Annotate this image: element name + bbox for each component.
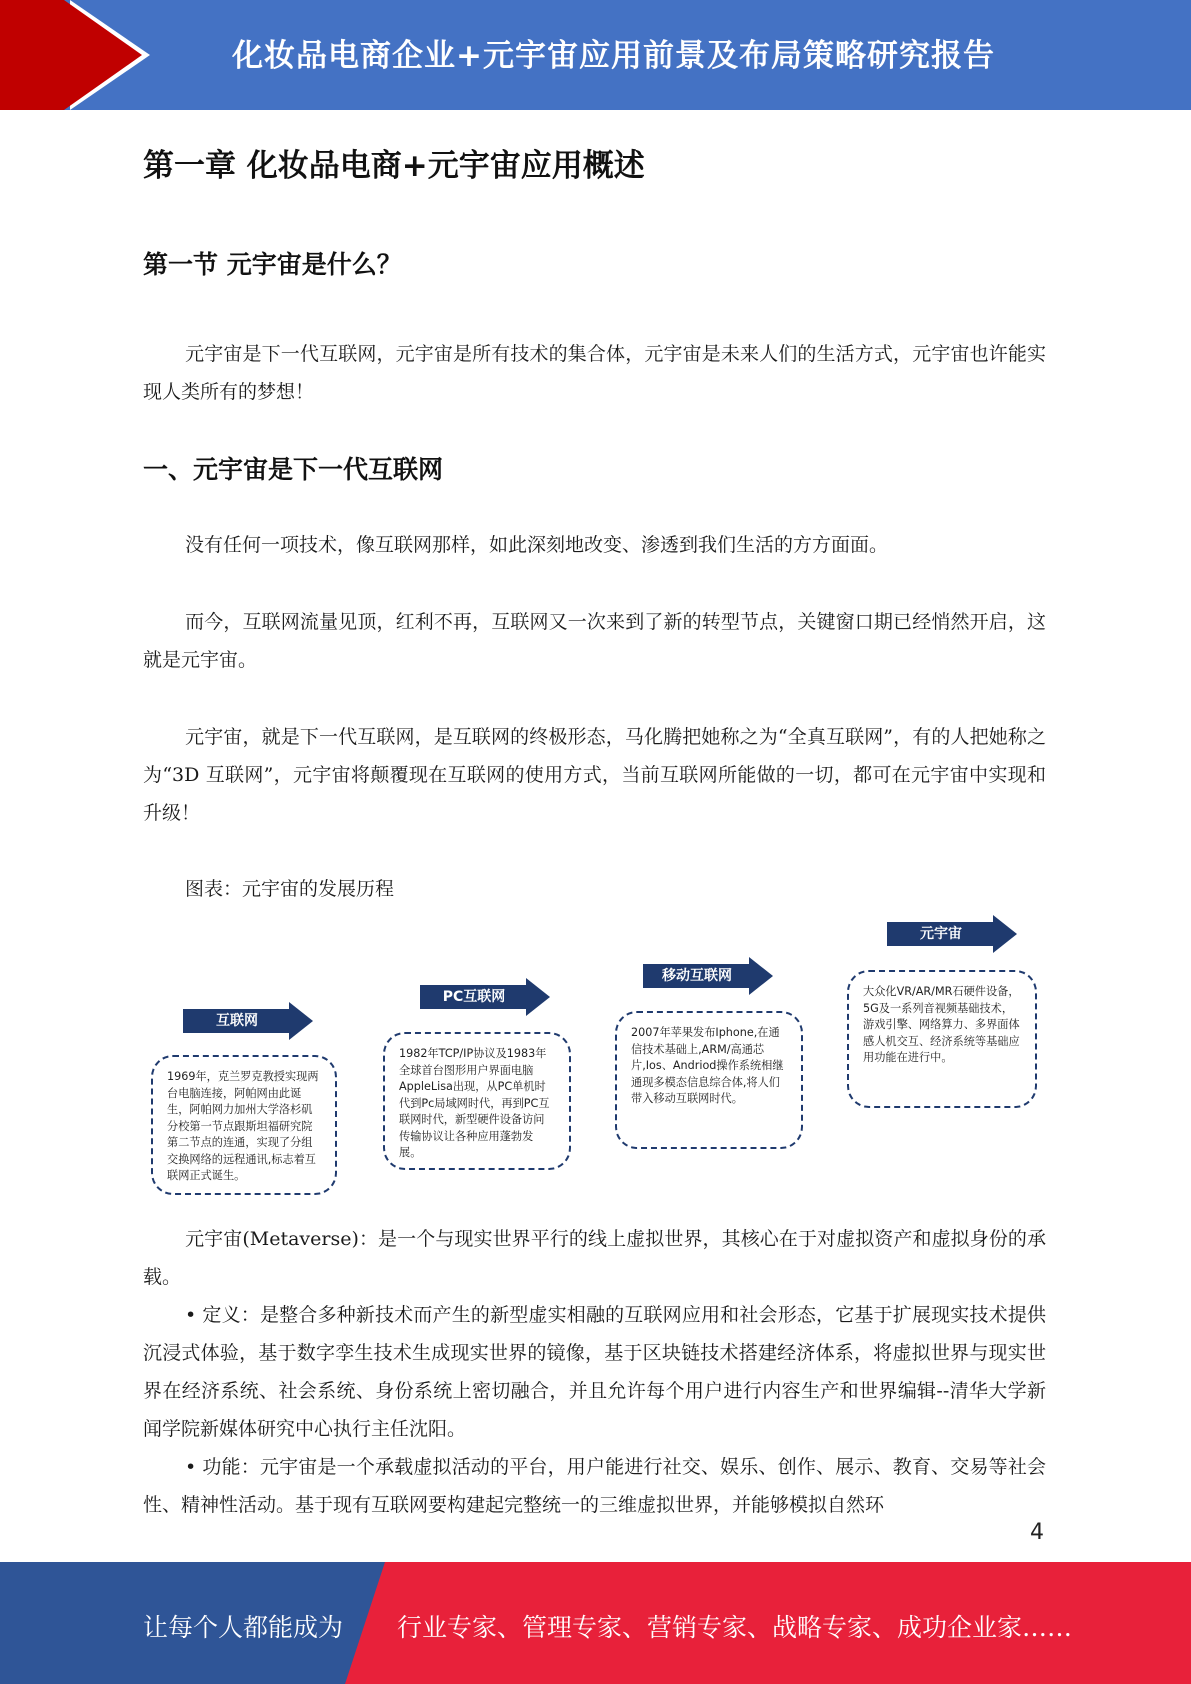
paragraph [143, 1220, 1046, 1296]
chapter-title: 第一章 化妆品电商+元宇宙应用概述 [143, 148, 645, 184]
stage-description-box: 大众化VR/AR/MR石硬件设备，5G及一系列音视频基础技术，游戏引擎、网络算力、多界面体感人机交互、经济系统等基础应用功能在进行中。 [847, 970, 1037, 1108]
stage-label: 互联网 [216, 1013, 258, 1029]
development-timeline-figure [143, 905, 1046, 1205]
intro-text: 元宇宙是下一代互联网，元宇宙是所有技术的集合体，元宇宙是未来人们的生活方式，元宇宙也许能实现人类所有的梦想！ [143, 343, 1046, 403]
stage-description-box: 1982年TCP/IP协议及1983年全球首台图形用户界面电脑AppleLisa出现，从PC单机时代到Pc局域网时代，再到PC互联网时代，新型硬件设备访问传输协议让各种应用蓬勃发展。 [383, 1032, 571, 1170]
subsection-title: 一、元宇宙是下一代互联网 [143, 455, 444, 484]
figure-caption-text: 图表：元宇宙的发展历程 [185, 878, 395, 900]
paragraph [143, 603, 1046, 679]
stage-description-box: 1969年，克兰罗克教授实现两台电脑连接，阿帕网由此诞生，阿帕网力加州大学洛杉矶分校第一节点跟斯坦福研究院第二节点的连通，实现了分组交换网络的远程通讯,标志着互联网正式诞生。 [151, 1055, 337, 1195]
footer-slogan-right: 行业专家、管理专家、营销专家、战略专家、成功企业家…… [397, 1613, 1073, 1642]
paragraph-text: 元宇宙，就是下一代互联网，是互联网的终极形态，马化腾把她称之为“全真互联网”，有的人把她称之为“3D 互联网”，元宇宙将颠覆现在互联网的使用方式，当前互联网所能做的一切，都可在元宇宙中实现和升级！ [143, 726, 1046, 824]
stage-arrow [420, 978, 550, 1016]
footer-band [0, 1562, 1191, 1684]
paragraph [143, 526, 1046, 564]
page-number: 4 [1030, 1520, 1044, 1545]
paragraph-text: 没有任何一项技术，像互联网那样，如此深刻地改变、渗透到我们生活的方方面面。 [185, 534, 889, 556]
footer-blue-slant [345, 1562, 385, 1684]
section-title: 第一节 元宇宙是什么？ [143, 250, 402, 279]
paragraph-text: • 功能：元宇宙是一个承载虚拟活动的平台，用户能进行社交、娱乐、创作、展示、教育、交易等社会性、精神性活动。基于现有互联网要构建起完整统一的三维虚拟世界，并能够模拟自然环 [143, 1456, 1046, 1516]
header-band [0, 0, 1191, 110]
header-chevron-red [64, 0, 142, 110]
footer-slogan-left: 让每个人都能成为 [143, 1613, 344, 1642]
stage-label: 元宇宙 [920, 926, 962, 942]
paragraph-text: 元宇宙(Metaverse)：是一个与现实世界平行的线上虚拟世界，其核心在于对虚拟资产和虚拟身份的承载。 [143, 1228, 1046, 1288]
stage-arrow [643, 957, 773, 995]
paragraph [143, 1296, 1046, 1448]
stage-label: PC互联网 [442, 989, 506, 1005]
paragraph-text: 而今，互联网流量见顶，红利不再，互联网又一次来到了新的转型节点，关键窗口期已经悄然开启，这就是元宇宙。 [143, 611, 1046, 671]
stage-label: 移动互联网 [662, 968, 732, 984]
stage-description-box: 2007年苹果发布Iphone,在通信技术基础上,ARM/高通芯片,Ios、Andriod操作系统相继通现多模态信息综合体,将人们带入移动互联网时代。 [615, 1011, 803, 1149]
header-red-block [0, 0, 64, 110]
stage-arrow [183, 1002, 313, 1040]
paragraph [143, 718, 1046, 832]
report-title: 化妆品电商企业+元宇宙应用前景及布局策略研究报告 [232, 38, 995, 74]
paragraph-text: • 定义：是整合多种新技术而产生的新型虚实相融的互联网应用和社会形态，它基于扩展现实技术提供沉浸式体验，基于数字孪生技术生成现实世界的镜像，基于区块链技术搭建经济体系，将虚拟世界与现实世界在经济系统、社会系统、身份系统上密切融合，并且允许每个用户进行内容生产和世界编辑--清华大学新闻学院新媒体研究中心执行主任沈阳。 [143, 1304, 1046, 1440]
stage-arrow [887, 915, 1017, 953]
paragraph [143, 1448, 1046, 1524]
figure-caption [143, 870, 1046, 908]
intro-paragraph [143, 335, 1046, 411]
